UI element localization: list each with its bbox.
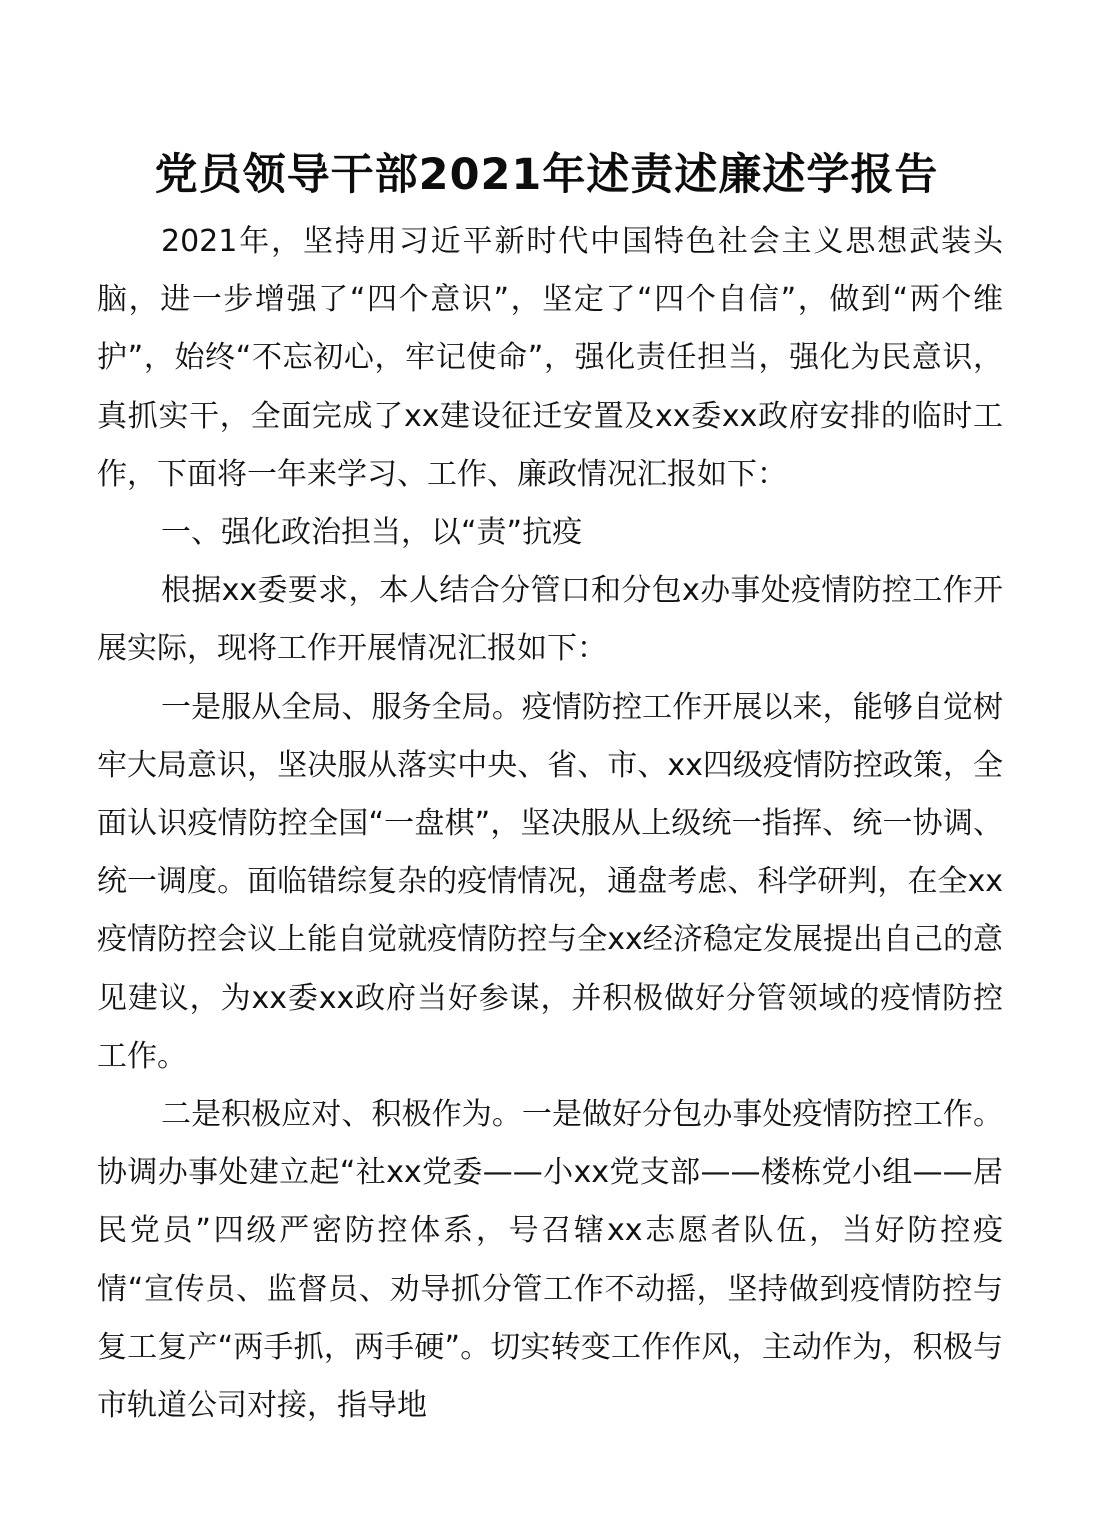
- document-body: [97, 213, 1003, 1435]
- document-title: 党员领导干部2021年述责述廉述学报告: [154, 150, 939, 200]
- section-heading-1: 一、强化政治担当，以“责”抗疫: [161, 515, 583, 551]
- paragraph-intro: 2021年，坚持用习近平新时代中国特色社会主义思想武装头脑，进一步增强了“四个意识”，坚定了“四个自信”，做到“两个维护”，始终“不忘初心，牢记使命”，强化责任担当，强化为民意识，真抓实干，全面完成了xx建设征迁安置及xx委xx政府安排的临时工作，下面将一年来学习、工作、廉政情况汇报如下：: [97, 224, 1003, 492]
- paragraph-section-intro: 根据xx委要求，本人结合分管口和分包x办事处疫情防控工作开展实际，现将工作开展情况汇报如下：: [97, 573, 1003, 667]
- paragraph-point-1: 一是服从全局、服务全局。疫情防控工作开展以来，能够自觉树牢大局意识，坚决服从落实中央、省、市、xx四级疫情防控政策，全面认识疫情防控全国“一盘棋”，坚决服从上级统一指挥、统一协调、统一调度。面临错综复杂的疫情情况，通盘考虑、科学研判，在全xx疫情防控会议上能自觉就疫情防控与全xx经济稳定发展提出自己的意见建议，为xx委xx政府当好参谋，并积极做好分管领域的疫情防控工作。: [97, 689, 1003, 1074]
- paragraph-point-2: 二是积极应对、积极作为。一是做好分包办事处疫情防控工作。协调办事处建立起“社xx党委——小xx党支部——楼栋党小组——居民党员”四级严密防控体系，号召辖xx志愿者队伍，当好防控疫情“宣传员、监督员、劝导抓分管工作不动摇，坚持做到疫情防控与复工复产“两手抓，两手硬”。切实转变工作作风，主动作为，积极与市轨道公司对接，指导地: [97, 1097, 1003, 1424]
